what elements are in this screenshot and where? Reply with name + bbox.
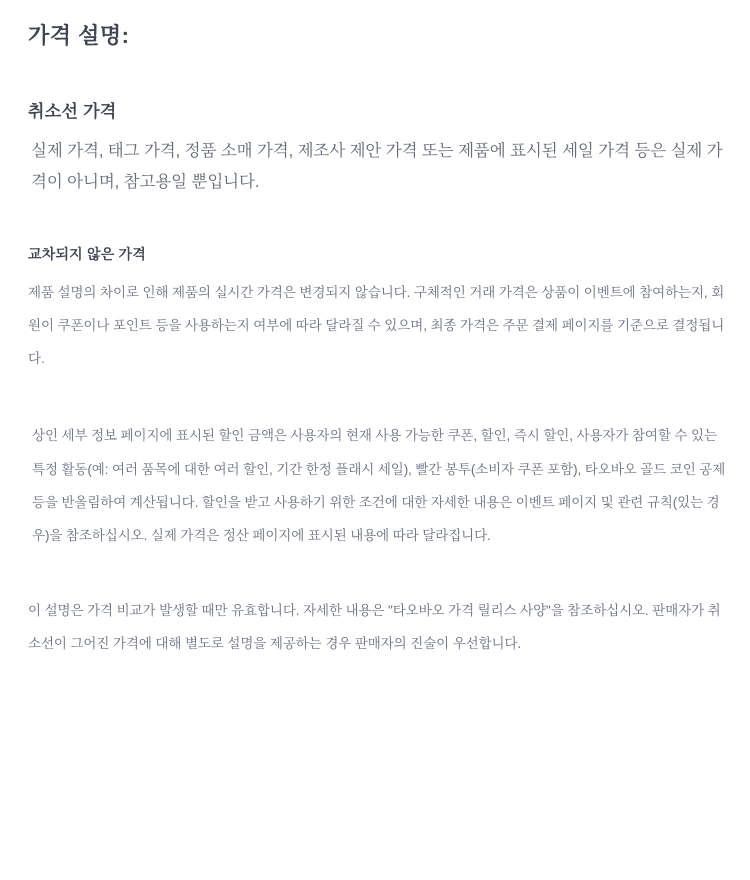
paragraph-realtime-price: 제품 설명의 차이로 인해 제품의 실시간 가격은 변경되지 않습니다. 구체적인 거래 가격은 상품이 이벤트에 참여하는지, 회원이 쿠폰이나 포인트 등을 사용하는지 여부에 따라 달라질 수 있으며, 최종 가격은 주문 결제 페이지를 기준으로 결정됩니다. — [28, 285, 725, 367]
section-strikethrough-price — [28, 97, 732, 199]
section-non-crossed-price — [28, 244, 732, 660]
section-lead-strikethrough-price: 실제 가격, 태그 가격, 정품 소매 가격, 제조사 제안 가격 또는 제품에 표시된 세일 가격 등은 실제 가격이 아니며, 참고용일 뿐입니다. — [31, 141, 723, 191]
paragraph-spacer — [28, 401, 732, 419]
paragraph-price-comparison-notice: 이 설명은 가격 비교가 발생할 때만 유효합니다. 자세한 내용은 "타오바오 가격 릴리스 사양"을 참조하십시오. 판매자가 취소선이 그어진 가격에 대해 별도로 설명을 제공하는 경우 판매자의 진술이 우선합니다. — [28, 602, 721, 651]
paragraph-spacer-2 — [28, 576, 732, 594]
page-title: 가격 설명: — [28, 23, 130, 48]
paragraph-discount-calculation: 상인 세부 정보 페이지에 표시된 할인 금액은 사용자의 현재 사용 가능한 쿠폰, 할인, 즉시 할인, 사용자가 참여할 수 있는 특정 활동(예: 여러 품목에 대한 여러 할인, 기간 한정 플래시 세일), 빨간 봉투(소비자 쿠폰 포함), 타오바오 골드 코인 공제 등을 반올림하여 계산됩니다. 할인을 받고 사용하기 위한 조건에 대한 자세한 내용은 이벤트 페이지 및 관련 규칙(있는 경우)을 참조하십시오. 실제 가격은 정산 페이지에 표시된 내용에 따라 달라집니다. — [32, 428, 726, 543]
section-heading-non-crossed-price: 교차되지 않은 가격 — [28, 246, 146, 263]
section-heading-strikethrough-price: 취소선 가격 — [28, 101, 117, 121]
